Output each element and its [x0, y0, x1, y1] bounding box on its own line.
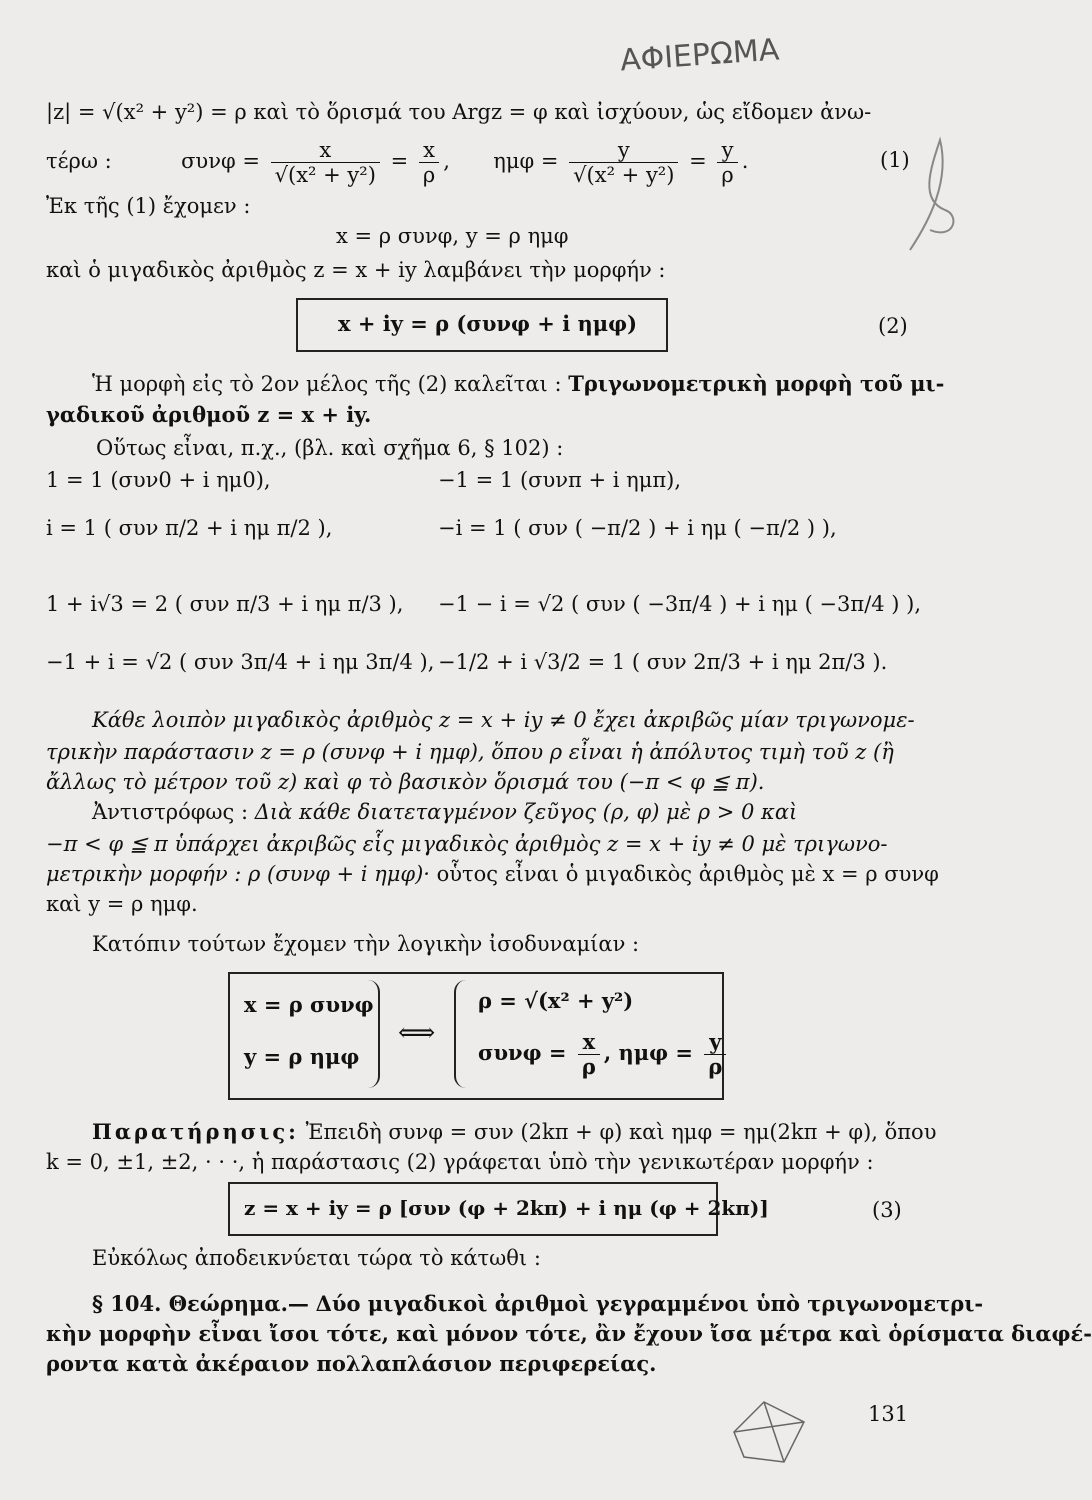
numerator: y	[569, 138, 678, 163]
boxed-equation-text: x + iy = ρ (συνφ + i ημφ)	[338, 311, 638, 336]
equivalence-left-2: y = ρ ημφ	[244, 1044, 360, 1069]
text-span: Ἡ μορφὴ εἰς τὸ 2ον μέλος τῆς (2) καλεῖται :	[92, 372, 562, 396]
denominator: ρ	[581, 1054, 596, 1079]
text-line: Ἐκ τῆς (1) ἔχομεν :	[46, 194, 251, 218]
theorem-line: Κάθε λοιπὸν μιγαδικὸς ἀριθμὸς z = x + iy ≠ 0 ἔχει ἀκριβῶς μίαν τριγωνομε-	[92, 708, 915, 732]
example-left: i = 1 ( συν π/2 + i ημ π/2 ),	[46, 516, 333, 540]
stamp-scribble-icon	[724, 1392, 814, 1470]
cos-label: συνφ =	[181, 149, 260, 173]
page-number: 131	[868, 1402, 909, 1426]
example-left: −1 + i = √2 ( συν 3π/4 + i ημ 3π/4 ),	[46, 650, 435, 674]
text-prefix: τέρω :	[46, 149, 112, 173]
equivalence-arrow-icon: ⟺	[398, 1018, 436, 1048]
section-heading	[92, 1290, 983, 1318]
text-span: Ἐπειδὴ συνφ = συν (2kπ + φ) καὶ ημφ = ημ(2kπ + φ), ὅπου	[305, 1120, 937, 1144]
text-line	[46, 860, 939, 888]
term-bold: Τριγωνομετρικὴ μορφὴ τοῦ μι-	[568, 371, 945, 396]
text-line: k = 0, ±1, ±2, · · ·, ἡ παράστασις (2) γράφεται ὑπὸ τὴν γενικωτέραν μορφήν :	[46, 1150, 874, 1174]
fraction	[419, 138, 439, 187]
example-left: 1 + i√3 = 2 ( συν π/3 + i ημ π/3 ),	[46, 592, 404, 616]
equation-tag: (3)	[872, 1198, 902, 1222]
text-span: οὗτος εἶναι ὁ μιγαδικὸς ἀριθμὸς μὲ x = ρ συνφ	[436, 862, 939, 886]
text-line: καὶ y = ρ ημφ.	[46, 892, 198, 916]
equation-tag: (2)	[878, 314, 908, 338]
denominator: ρ	[708, 1054, 723, 1079]
text-line	[92, 1118, 936, 1146]
text-line: καὶ ὁ μιγαδικὸς ἀριθμὸς z = x + iy λαμβάνει τὴν μορφήν :	[46, 258, 666, 282]
text-italic: μετρικὴν μορφήν : ρ (συνφ + i ημφ)·	[46, 862, 430, 886]
numerator: y	[704, 1030, 726, 1055]
fraction	[569, 138, 678, 187]
text-span: Ἀντιστρόφως :	[92, 800, 249, 824]
denominator: √(x² + y²)	[274, 163, 376, 187]
example-right: −1 = 1 (συνπ + i ημπ),	[438, 468, 682, 492]
fraction	[271, 138, 380, 187]
example-right: −1/2 + i √3/2 = 1 ( συν 2π/3 + i ημ 2π/3 ).	[438, 650, 888, 674]
left-brace-icon	[454, 980, 466, 1088]
numerator: x	[578, 1030, 600, 1055]
section-title: § 104. Θεώρημα.—	[92, 1291, 309, 1316]
example-right: −1 − i = √2 ( συν ( −3π/4 ) + i ημ ( −3π/4 ) ),	[438, 592, 922, 616]
text-line: |z| = √(x² + y²) = ρ καὶ τὸ ὅρισμά του Argz = φ καὶ ἰσχύουν, ὡς εἴδομεν ἀνω-	[46, 100, 872, 124]
equivalence-right-1: ρ = √(x² + y²)	[478, 988, 634, 1013]
boxed-equation-2	[296, 298, 668, 352]
fraction	[578, 1030, 600, 1079]
text-line: ροντα κατὰ ἀκέραιον πολλαπλάσιον περιφερείας.	[46, 1351, 657, 1376]
equation-line: x = ρ συνφ, y = ρ ημφ	[336, 224, 569, 248]
equivalence-left-1: x = ρ συνφ	[244, 992, 374, 1017]
text-line: Εὐκόλως ἀποδεικνύεται τώρα τὸ κάτωθι :	[92, 1246, 541, 1270]
text-bold: Δύο μιγαδικοὶ ἀριθμοὶ γεγραμμένοι ὑπὸ τριγωνομετρι-	[315, 1291, 984, 1316]
right-brace-icon	[368, 980, 380, 1088]
equation-1: τέρω : συνφ = $\frac{x}{\text{√(x² + y²)}}$ = $\frac{x}{\rho}$ , ημφ = $\frac{y}{\text{√(x² + y²)}}$ = $\frac{y}{\rho}$ .	[46, 138, 749, 187]
text-line: γαδικοῦ ἀριθμοῦ z = x + iy.	[46, 402, 372, 427]
remark-heading: Παρατήρησις:	[92, 1119, 299, 1144]
numerator: x	[419, 138, 439, 163]
denominator: √(x² + y²)	[573, 163, 675, 187]
text-line	[92, 370, 944, 398]
example-left: 1 = 1 (συν0 + i ημ0),	[46, 468, 271, 492]
text-line: Οὕτως εἶναι, π.χ., (βλ. καὶ σχῆμα 6, § 102) :	[96, 436, 564, 460]
equivalence-right-2	[478, 1030, 730, 1079]
numerator: x	[271, 138, 380, 163]
text-line	[92, 798, 797, 826]
fraction	[717, 138, 737, 187]
theorem-line: ἄλλως τὸ μέτρον τοῦ z) καὶ φ τὸ βασικὸν ὅρισμά του (−π < φ ≦ π).	[46, 770, 765, 794]
numerator: y	[717, 138, 737, 163]
text-line: κὴν μορφὴν εἶναι ἴσοι τότε, καὶ μόνον τότε, ἂν ἔχουν ἴσα μέτρα καὶ ὁρίσματα διαφέ-	[46, 1321, 1092, 1346]
handwritten-note: ΑΦΙΕΡΩΜΑ	[618, 32, 781, 79]
denominator: ρ	[422, 163, 436, 187]
theorem-line: τρικὴν παράστασιν z = ρ (συνφ + i ημφ), ὅπου ρ εἶναι ἡ ἀπόλυτος τιμὴ τοῦ z (ἢ	[46, 740, 894, 764]
text-line: −π < φ ≦ π ὑπάρχει ἀκριβῶς εἷς μιγαδικὸς ἀριθμὸς z = x + iy ≠ 0 μὲ τριγωνο-	[46, 832, 888, 856]
sin-label: ημφ =	[493, 149, 559, 173]
example-right: −i = 1 ( συν ( −π/2 ) + i ημ ( −π/2 ) ),	[438, 516, 837, 540]
denominator: ρ	[721, 163, 734, 187]
sin-label: , ημφ =	[603, 1040, 693, 1065]
cos-label: συνφ =	[478, 1040, 567, 1065]
margin-scribble-icon	[900, 120, 970, 260]
boxed-equation-3	[228, 1182, 769, 1236]
equivalence-box	[228, 972, 724, 1100]
text-line: Κατόπιν τούτων ἔχομεν τὴν λογικὴν ἰσοδυναμίαν :	[92, 932, 640, 956]
text-italic: Διὰ κάθε διατεταγμένον ζεῦγος (ρ, φ) μὲ ρ > 0 καὶ	[254, 800, 798, 824]
boxed-equation-text: z = x + iy = ρ [συν (φ + 2kπ) + i ημ (φ + 2kπ)]	[244, 1196, 769, 1220]
equation-tag: (1)	[880, 148, 910, 172]
fraction	[704, 1030, 726, 1079]
